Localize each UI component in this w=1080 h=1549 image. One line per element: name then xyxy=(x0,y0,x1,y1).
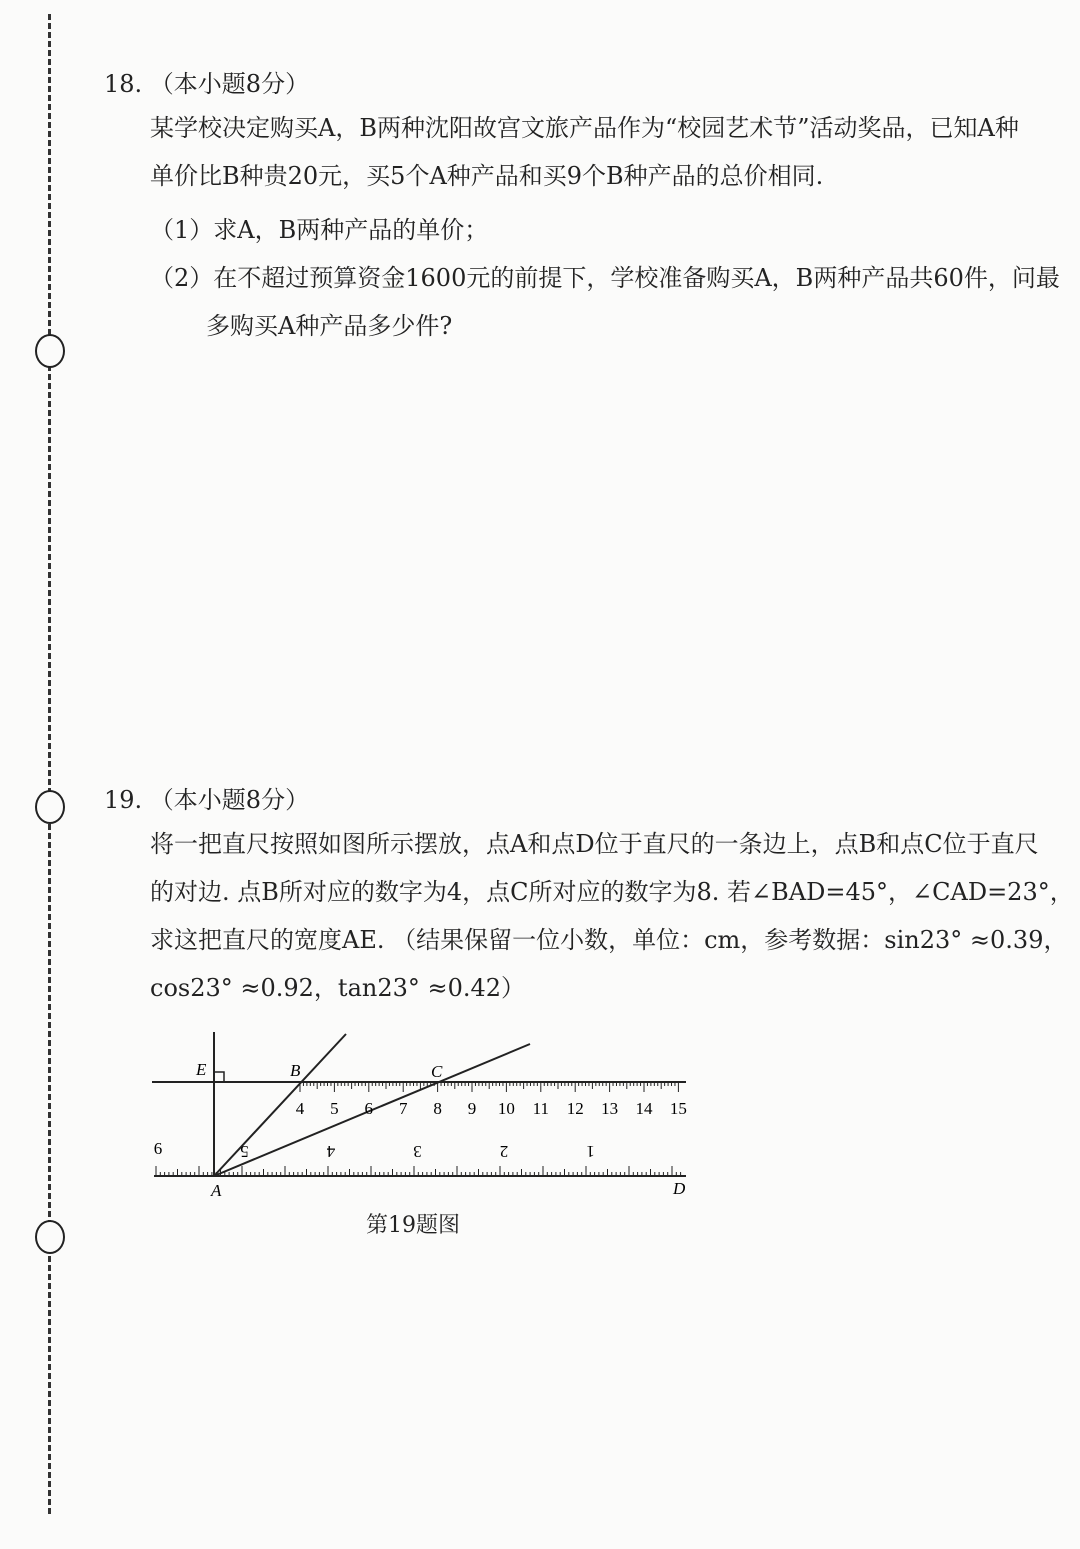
top-tick-label: 11 xyxy=(532,1099,549,1118)
binding-hole-bottom xyxy=(35,1220,65,1254)
q19-line-3: 求这把直尺的宽度AE. （结果保留一位小数，单位：cm，参考数据：sin23° ≈0.39， xyxy=(150,926,1068,954)
top-tick-label: 14 xyxy=(635,1099,653,1118)
label-b: B xyxy=(290,1061,301,1080)
top-tick-label: 9 xyxy=(467,1099,477,1118)
bottom-tick-label: 5 xyxy=(240,1142,249,1161)
bottom-tick-label: 6 xyxy=(153,1139,163,1158)
top-tick-label: 5 xyxy=(330,1099,339,1118)
top-tick-label: 8 xyxy=(433,1099,442,1118)
top-tick-label: 6 xyxy=(364,1099,374,1118)
bottom-tick-label: 4 xyxy=(326,1142,336,1161)
top-scale-ticks xyxy=(300,1082,678,1092)
label-a: A xyxy=(211,1181,222,1200)
right-angle-mark xyxy=(214,1072,224,1082)
q19-stem xyxy=(150,820,1074,1012)
ruler-figure xyxy=(140,1020,700,1210)
q18-part-2-cont: 多购买A种产品多少件? xyxy=(206,312,453,340)
q18-stem xyxy=(150,104,1040,200)
bottom-tick-label: 3 xyxy=(413,1142,422,1161)
q18-heading: 18. （本小题8分） xyxy=(104,70,310,98)
q19-line-2: 的对边. 点B所对应的数字为4，点C所对应的数字为8. 若∠BAD=45°，∠CAD=23°， xyxy=(150,878,1074,906)
q18-part-2: （2）在不超过预算资金1600元的前提下，学校准备购买A，B两种产品共60件，问最 xyxy=(150,264,1060,292)
label-e: E xyxy=(196,1060,207,1079)
binding-hole-top xyxy=(35,334,65,368)
q18-line-1: 某学校决定购买A，B两种沈阳故宫文旅产品作为“校园艺术节”活动奖品，已知A种 xyxy=(150,114,1019,142)
top-tick-label: 7 xyxy=(398,1099,408,1118)
label-d: D xyxy=(673,1179,686,1198)
top-tick-label: 4 xyxy=(295,1099,305,1118)
figure-caption: 第19题图 xyxy=(366,1213,460,1238)
top-tick-label: 15 xyxy=(669,1099,687,1118)
q19-line-4: cos23° ≈0.92，tan23° ≈0.42） xyxy=(150,974,526,1002)
q19-heading: 19. （本小题8分） xyxy=(104,786,310,814)
q18-line-2: 单价比B种贵20元，买5个A种产品和买9个B种产品的总价相同. xyxy=(150,162,824,190)
q19-line-1: 将一把直尺按照如图所示摆放，点A和点D位于直尺的一条边上，点B和点C位于直尺 xyxy=(150,830,1039,858)
binding-hole-middle xyxy=(35,790,65,824)
label-c: C xyxy=(431,1062,443,1081)
line-ab xyxy=(214,1034,346,1176)
bottom-tick-label: 1 xyxy=(586,1142,595,1161)
top-tick-label: 12 xyxy=(566,1099,584,1118)
top-tick-label: 10 xyxy=(497,1099,515,1118)
binding-dashed-line xyxy=(48,14,51,1514)
q18-part-1: （1）求A，B两种产品的单价； xyxy=(150,216,489,244)
bottom-tick-label: 2 xyxy=(499,1142,509,1161)
top-tick-label: 13 xyxy=(601,1099,619,1118)
